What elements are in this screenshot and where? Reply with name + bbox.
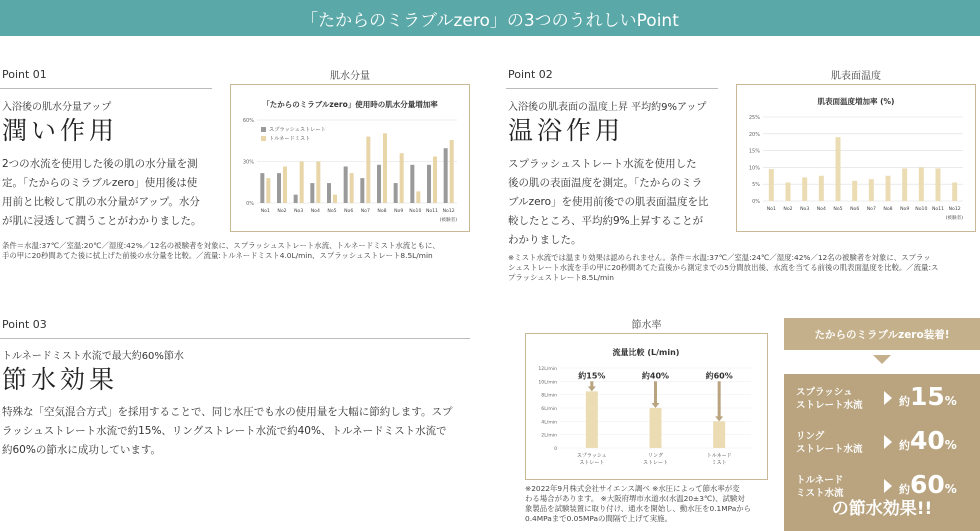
saving-label: 約40% (641, 371, 670, 381)
legend-swatch (261, 136, 266, 141)
point-03-divider (0, 338, 470, 339)
bar (277, 173, 281, 203)
x-tick-label: リング (648, 453, 663, 459)
promo-row-value: 約40% (899, 426, 957, 455)
bar (886, 176, 891, 201)
bar (450, 140, 454, 203)
bar (819, 176, 824, 201)
x-tick-label: ストレート (579, 460, 605, 466)
x-tick-label: No6 (850, 207, 860, 212)
x-tick-label: No3 (800, 207, 810, 212)
bar (283, 166, 287, 203)
y-tick-label: 20% (748, 131, 760, 138)
x-tick-label: No4 (816, 207, 826, 212)
promo-row-splash (784, 380, 980, 418)
point-01-label: Point 01 (2, 68, 47, 81)
x-axis-suffix: (被験者) (439, 218, 457, 223)
moisture-figure-title: 肌水分量 (330, 71, 370, 82)
x-tick-label: No11 (425, 209, 439, 214)
point-02-body: スプラッシュストレート水流を使用した 後の肌の表面温度を測定。「たからのミラ ブルzero」を使用前後での肌表面温度を比 較したところ、平均約9%上昇することが わかりました。 (508, 158, 709, 246)
legend-label: トルネードミスト (269, 136, 311, 142)
x-tick-label: No8 (883, 207, 893, 212)
legend-label: スプラッシュストレート (269, 127, 326, 133)
bar (410, 165, 414, 203)
water-saving-figure-title: 節水率 (631, 320, 662, 331)
y-tick-label: 4L/min (541, 420, 557, 426)
temperature-chart (737, 85, 975, 231)
bar (427, 165, 431, 203)
point-03-title: 節水効果 (2, 365, 119, 394)
point-01-note: 条件＝水温:37℃／室温:20℃／湿度:42%／12名の被験者を対象に、スプラッシュストレート水流、トルネードミスト水流ともに、 手の甲に20秒間あてた後に拭上げた前後の水分量を比較。／流量:トルネードミスト4.0L/min、スプラッシュストレート8.5L/min (2, 241, 440, 260)
x-tick-label: No12 (442, 209, 455, 214)
promo-row-ring (784, 424, 980, 462)
y-tick-label: 6L/min (541, 407, 557, 412)
temperature-figure-title: 肌表面温度 (831, 71, 881, 82)
moisture-chart-frame (230, 84, 470, 232)
bar (919, 167, 924, 201)
saving-label: 約15% (578, 371, 606, 381)
saving-arrow-head (715, 416, 723, 421)
x-tick-label: No8 (377, 209, 387, 214)
bar (400, 153, 404, 203)
bar (869, 179, 874, 201)
x-tick-label: ストレート (642, 460, 669, 466)
right-arrow-icon (884, 391, 892, 405)
right-arrow-icon (884, 435, 892, 449)
bar (316, 162, 320, 204)
point-01-body: 2つの水流を使用した後の肌の水分量を測 定。「たからのミラブルzero」使用後は使 用前と比較して肌の水分量がアップ。水分 が肌に浸透して潤うことがわかりました。 (2, 158, 202, 227)
point-02-note: ※ミスト水流では温まり効果は認められません。条件＝水温:37℃／室温:24℃／湿度:42%／12名の被験者を対象に、スプラッ シュストレート水流を手の甲に20秒間あてた直後から測定までの5分間放出後、水流を当てる前後の肌表面温度を比較。／流量:ス プラッシュストレート8.5L/min (508, 253, 939, 282)
x-tick-label: No2 (783, 207, 793, 212)
water-saving-promo (784, 318, 980, 531)
bar (433, 157, 437, 203)
bar (300, 162, 304, 204)
bar (444, 148, 448, 203)
bar (952, 183, 957, 201)
bar (650, 408, 662, 448)
promo-row-name: リング ストレート水流 (796, 431, 863, 455)
bar (852, 181, 857, 201)
x-tick-label: No9 (394, 209, 404, 214)
y-tick-label: 10L/min (538, 380, 557, 386)
y-tick-label: 2L/min (541, 433, 557, 439)
point-01-subtitle: 入浴後の肌水分量アップ (2, 102, 112, 113)
promo-row-value: 約60% (899, 470, 957, 499)
x-tick-label: No5 (833, 207, 843, 212)
bar (333, 195, 337, 203)
bar (786, 183, 791, 201)
y-tick-label: 60% (242, 118, 254, 124)
point-01-title: 潤い作用 (2, 116, 119, 145)
y-tick-label: 8L/min (541, 393, 557, 399)
y-tick-label: 10% (748, 165, 760, 172)
y-tick-label: 25% (748, 115, 760, 121)
page-header (0, 0, 980, 36)
chart-title: 「たからのミラブルzero」使用時の肌水分量増加率 (262, 100, 438, 109)
flow-chart (526, 334, 767, 479)
x-tick-label: ミスト (711, 460, 727, 466)
point-03-subtitle: トルネードミスト水流で最大約60%節水 (2, 351, 184, 362)
x-tick-label: No10 (915, 207, 928, 212)
bar (360, 178, 364, 203)
point-03-note: ※2022年9月株式会社サイエンス調べ ※水圧によって節水率が変 わる場合があります。 ※大阪府堺市水道水(水温20±3℃)、試験対 象製品を試験装置に取り付け、通水を開始し、動水圧を0.1MPaから 0.4MPaまで0.05MPaの間隔で上げて実施。 (525, 484, 752, 523)
promo-heading: たからのミラブルzero装着! (784, 318, 980, 350)
y-tick-label: 0% (752, 199, 760, 205)
y-tick-label: 5% (752, 182, 760, 189)
x-tick-label: No3 (294, 209, 304, 214)
bar (383, 133, 387, 203)
point-01-divider (0, 88, 212, 89)
promo-row-name: トルネード ミスト水流 (796, 475, 844, 499)
bar (902, 168, 907, 201)
point-03-body: 特殊な「空気混合方式」を採用することで、同じ水圧でも水の使用量を大幅に節約します。スプ ラッシュストレート水流で約15%、リングストレート水流で約40%、トルネードミスト水流で 約60%の節水に成功しています。 (2, 406, 453, 456)
bar (310, 183, 314, 203)
x-tick-label: No7 (866, 207, 876, 212)
saving-arrow-head (652, 403, 660, 408)
bar (769, 169, 774, 201)
bar (260, 173, 264, 203)
y-tick-label: 0 (554, 447, 557, 452)
point-02-subtitle: 入浴後の肌表面の温度上昇 平均約9%アップ (508, 102, 707, 113)
x-tick-label: No1 (260, 209, 270, 214)
bar (586, 391, 598, 448)
down-triangle-icon (873, 355, 891, 364)
point-02-title: 温浴作用 (508, 116, 625, 145)
bar (294, 195, 298, 203)
promo-row-value: 約15% (899, 382, 957, 411)
promo-row-name: スプラッシュ ストレート水流 (796, 387, 863, 411)
bar (366, 137, 370, 203)
point-02-label: Point 02 (508, 68, 553, 81)
saving-label: 約60% (705, 371, 733, 381)
moisture-chart (231, 85, 469, 231)
bar (394, 183, 398, 203)
bar (350, 173, 354, 203)
point-02-divider (506, 88, 718, 89)
x-tick-label: No1 (766, 207, 776, 212)
right-arrow-icon (884, 479, 892, 493)
x-tick-label: No4 (310, 209, 320, 214)
promo-footer: の節水効果!! (831, 499, 933, 519)
x-tick-label: No6 (344, 209, 354, 214)
chart-title: 流量比較 (L/min) (612, 348, 680, 357)
x-axis-suffix: (被験者) (945, 216, 963, 221)
bar (377, 165, 381, 203)
x-tick-label: No10 (409, 209, 422, 214)
x-tick-label: スプラッシュ (576, 453, 607, 459)
y-tick-label: 15% (748, 148, 760, 155)
bar (936, 168, 941, 201)
point-03-label: Point 03 (2, 318, 47, 331)
x-tick-label: No5 (327, 209, 337, 214)
bar (713, 421, 725, 448)
x-tick-label: トルネード (706, 453, 732, 459)
page-title: 「たからのミラブルzero」の3つのうれしいPoint (301, 10, 679, 31)
flow-chart-frame (525, 333, 768, 480)
y-tick-label: 12L/min (538, 367, 557, 372)
temperature-chart-frame (736, 84, 976, 232)
chart-title: 肌表面温度増加率 (%) (817, 97, 895, 106)
bar (266, 178, 270, 203)
x-tick-label: No12 (948, 207, 961, 212)
x-tick-label: No2 (277, 209, 287, 214)
legend-swatch (261, 127, 266, 132)
x-tick-label: No7 (360, 209, 370, 214)
bar (802, 177, 807, 201)
x-tick-label: No9 (900, 207, 910, 212)
bar (416, 191, 420, 203)
bar (344, 166, 348, 203)
y-tick-label: 30% (242, 159, 254, 166)
bar (327, 183, 331, 203)
x-tick-label: No11 (931, 207, 945, 212)
y-tick-label: 0% (246, 201, 254, 207)
bar (836, 137, 841, 201)
saving-arrow-head (588, 386, 596, 391)
